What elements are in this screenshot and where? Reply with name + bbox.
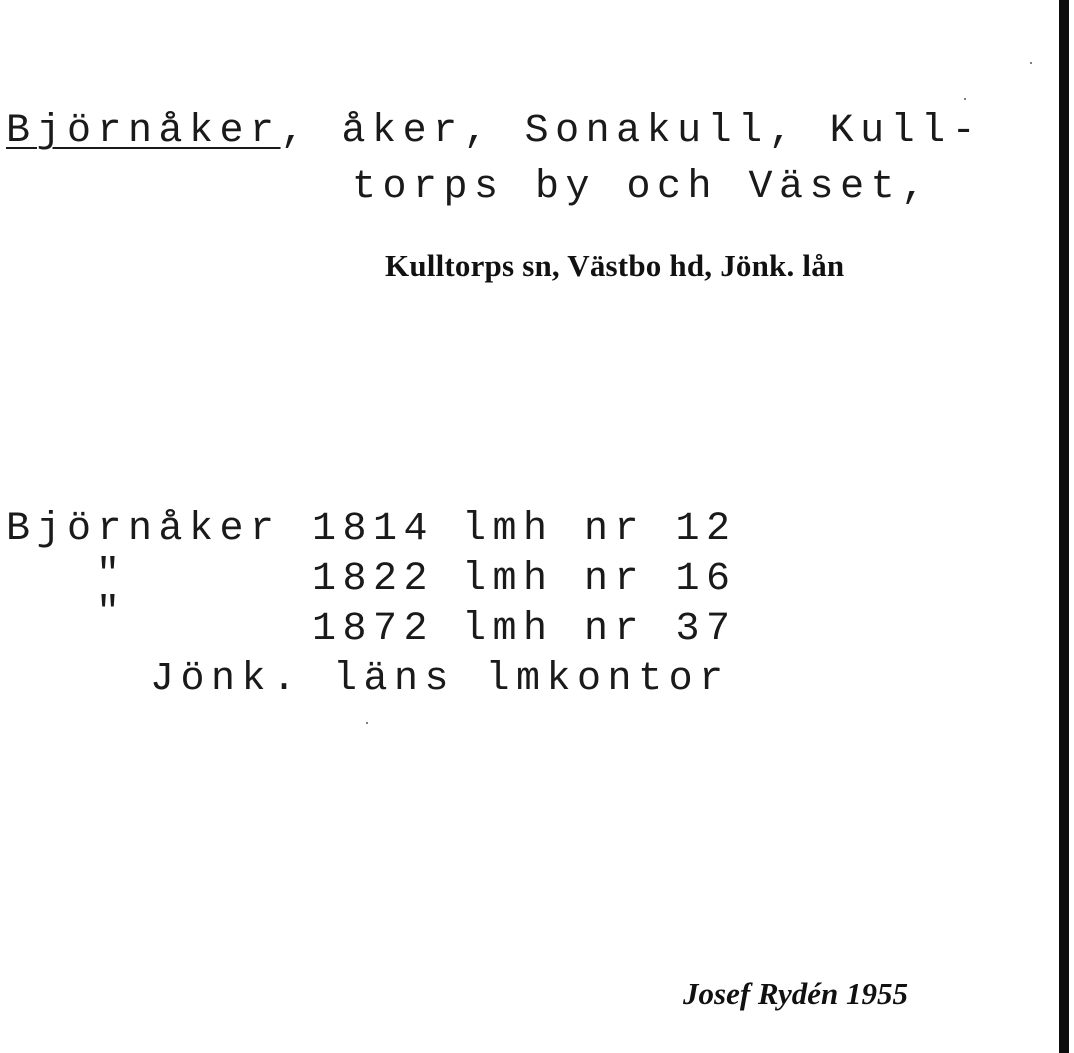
source-row-1-year — [312, 507, 435, 552]
source-year: 1822 — [312, 557, 435, 602]
dust-speck — [964, 98, 966, 100]
source-row-2-ditto — [96, 553, 127, 598]
heading-line-2: torps by och Väset, — [352, 165, 932, 210]
ditto-mark: " — [96, 591, 127, 636]
source-row-2-year — [312, 557, 435, 602]
signature: Josef Rydén 1955 — [683, 976, 909, 1011]
source-row-2-ref — [462, 557, 737, 602]
region-label: Kulltorps sn, Västbo hd, Jönk. lån — [385, 248, 845, 283]
dust-speck — [1030, 62, 1032, 64]
source-ref: lmh nr 37 — [462, 607, 737, 652]
scan-edge — [1059, 0, 1069, 1053]
headword: Björnåker — [6, 109, 281, 154]
ditto-mark: " — [96, 553, 127, 598]
source-row-1 — [6, 507, 281, 552]
heading-variants: , åker, Sonakull, Kull- — [280, 109, 983, 154]
source-ref: lmh nr 12 — [462, 507, 737, 552]
source-row-1-ref — [462, 507, 737, 552]
source-name: Björnåker — [6, 507, 281, 552]
source-year: 1814 — [312, 507, 435, 552]
heading-line-1 — [6, 109, 983, 154]
source-row-3-year — [312, 607, 435, 652]
source-ref: lmh nr 16 — [462, 557, 737, 602]
archive-line: Jönk. läns lmkontor — [150, 657, 730, 702]
source-year: 1872 — [312, 607, 435, 652]
source-row-3-ditto — [96, 591, 127, 636]
source-row-3-ref — [462, 607, 737, 652]
dust-speck — [366, 722, 368, 724]
